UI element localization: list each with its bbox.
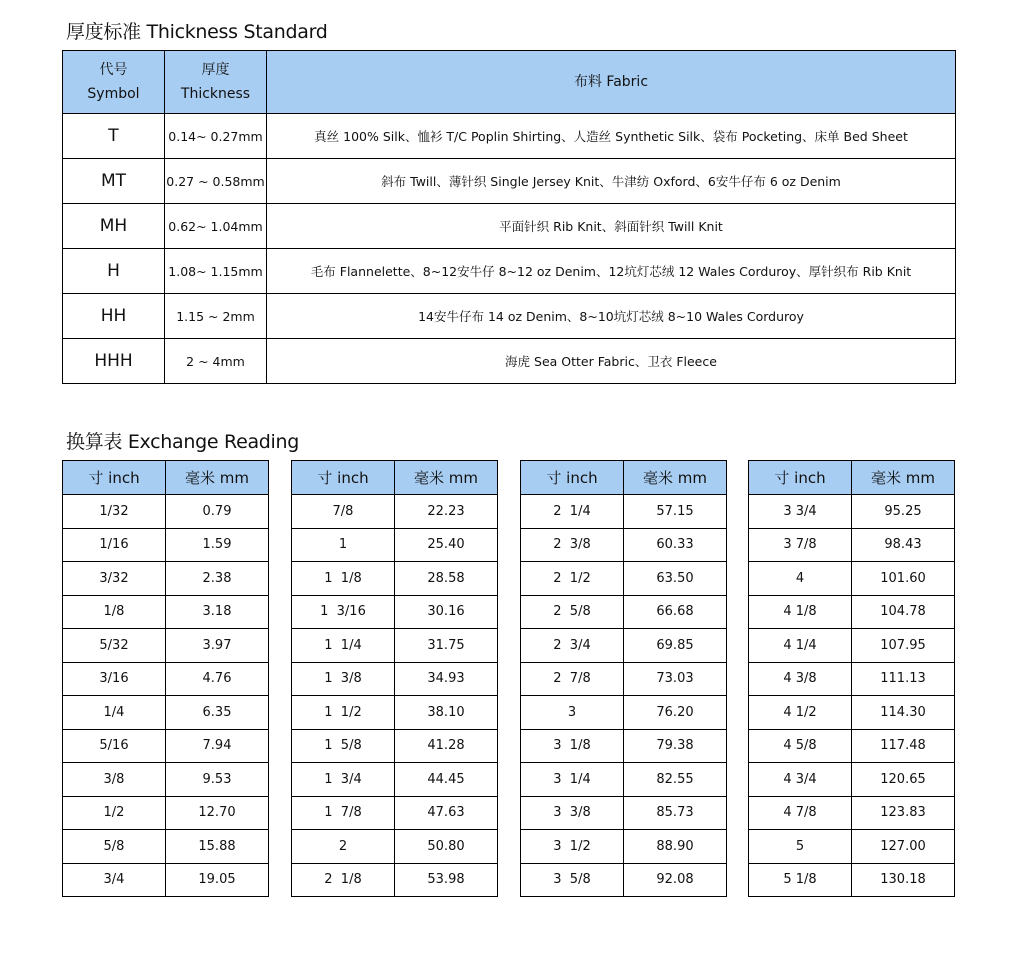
inch-value: 4 3/8	[749, 662, 852, 696]
mm-value: 22.23	[395, 495, 498, 529]
mm-value: 73.03	[624, 662, 727, 696]
exchange-table-1	[62, 460, 269, 897]
inch-value: 1/16	[63, 528, 166, 562]
mm-value: 44.45	[395, 763, 498, 797]
thickness-header	[165, 51, 267, 114]
inch-value: 1/2	[63, 796, 166, 830]
inch-value: 2 1/8	[292, 863, 395, 897]
mm-value: 111.13	[852, 662, 955, 696]
mm-value: 82.55	[624, 763, 727, 797]
inch-value: 3/32	[63, 562, 166, 596]
symbol-header-en: Symbol	[87, 86, 140, 102]
symbol-cell: HHH	[63, 339, 165, 384]
inch-value: 2 5/8	[521, 595, 624, 629]
thickness-cell: 0.14~ 0.27mm	[165, 114, 267, 159]
table-row	[292, 830, 498, 864]
mm-value: 79.38	[624, 729, 727, 763]
inch-value: 7/8	[292, 495, 395, 529]
mm-value: 123.83	[852, 796, 955, 830]
mm-header: 毫米 mm	[852, 461, 955, 495]
mm-value: 41.28	[395, 729, 498, 763]
thickness-header-en: Thickness	[180, 86, 251, 102]
inch-value: 1 1/4	[292, 629, 395, 663]
inch-value: 3 3/8	[521, 796, 624, 830]
mm-value: 9.53	[166, 763, 269, 797]
inch-value: 1 7/8	[292, 796, 395, 830]
table-row	[63, 662, 269, 696]
mm-value: 0.79	[166, 495, 269, 529]
inch-value: 2 3/4	[521, 629, 624, 663]
table-row	[292, 595, 498, 629]
inch-value: 3 7/8	[749, 528, 852, 562]
inch-value: 1 1/8	[292, 562, 395, 596]
symbol-cell: H	[63, 249, 165, 294]
mm-value: 50.80	[395, 830, 498, 864]
table-row	[63, 763, 269, 797]
exchange-table-3	[520, 460, 727, 897]
thickness-cell: 1.15 ~ 2mm	[165, 294, 267, 339]
mm-value: 2.38	[166, 562, 269, 596]
table-row	[521, 863, 727, 897]
mm-value: 47.63	[395, 796, 498, 830]
exchange-table-4	[748, 460, 955, 897]
mm-value: 69.85	[624, 629, 727, 663]
mm-header: 毫米 mm	[166, 461, 269, 495]
mm-value: 98.43	[852, 528, 955, 562]
inch-value: 1 3/8	[292, 662, 395, 696]
mm-value: 63.50	[624, 562, 727, 596]
mm-value: 1.59	[166, 528, 269, 562]
mm-value: 127.00	[852, 830, 955, 864]
mm-value: 31.75	[395, 629, 498, 663]
table-row	[749, 796, 955, 830]
mm-value: 107.95	[852, 629, 955, 663]
mm-value: 25.40	[395, 528, 498, 562]
mm-value: 53.98	[395, 863, 498, 897]
fabric-cell: 斜布 Twill、薄针织 Single Jersey Knit、牛津纺 Oxford、6安牛仔布 6 oz Denim	[267, 159, 956, 204]
table-row	[749, 495, 955, 529]
mm-value: 120.65	[852, 763, 955, 797]
table-row	[749, 729, 955, 763]
table-row	[292, 662, 498, 696]
inch-value: 4 1/8	[749, 595, 852, 629]
inch-value: 2 1/2	[521, 562, 624, 596]
inch-value: 1/4	[63, 696, 166, 730]
inch-value: 5/32	[63, 629, 166, 663]
table-row	[63, 696, 269, 730]
inch-value: 5	[749, 830, 852, 864]
table-row	[63, 159, 956, 204]
table-row	[292, 729, 498, 763]
mm-value: 130.18	[852, 863, 955, 897]
table-row	[63, 339, 956, 384]
mm-header: 毫米 mm	[624, 461, 727, 495]
inch-header: 寸 inch	[292, 461, 395, 495]
fabric-header: 布料 Fabric	[267, 51, 956, 114]
inch-value: 3 5/8	[521, 863, 624, 897]
mm-value: 34.93	[395, 662, 498, 696]
fabric-cell: 毛布 Flannelette、8~12安牛仔 8~12 oz Denim、12坑灯芯绒 12 Wales Corduroy、厚针织布 Rib Knit	[267, 249, 956, 294]
inch-value: 1/32	[63, 495, 166, 529]
inch-value: 1/8	[63, 595, 166, 629]
fabric-cell: 平面针织 Rib Knit、斜面针织 Twill Knit	[267, 204, 956, 249]
thickness-header-row	[63, 51, 956, 114]
inch-value: 4 1/2	[749, 696, 852, 730]
fabric-cell: 14安牛仔布 14 oz Denim、8~10坑灯芯绒 8~10 Wales Corduroy	[267, 294, 956, 339]
inch-header: 寸 inch	[521, 461, 624, 495]
mm-value: 95.25	[852, 495, 955, 529]
exchange-header-row	[292, 461, 498, 495]
exchange-header-row	[521, 461, 727, 495]
table-row	[521, 830, 727, 864]
inch-header: 寸 inch	[749, 461, 852, 495]
inch-value: 1 3/4	[292, 763, 395, 797]
mm-value: 3.97	[166, 629, 269, 663]
symbol-cell: MH	[63, 204, 165, 249]
table-row	[521, 495, 727, 529]
thickness-cell: 1.08~ 1.15mm	[165, 249, 267, 294]
inch-value: 4 5/8	[749, 729, 852, 763]
table-row	[749, 830, 955, 864]
inch-value: 5/8	[63, 830, 166, 864]
inch-value: 4 3/4	[749, 763, 852, 797]
mm-value: 88.90	[624, 830, 727, 864]
table-row	[749, 863, 955, 897]
table-row	[521, 528, 727, 562]
mm-value: 92.08	[624, 863, 727, 897]
inch-value: 3/16	[63, 662, 166, 696]
inch-value: 3 1/8	[521, 729, 624, 763]
table-row	[63, 863, 269, 897]
thickness-standard-table	[62, 50, 956, 384]
table-row	[749, 528, 955, 562]
table-row	[292, 629, 498, 663]
inch-value: 1 3/16	[292, 595, 395, 629]
inch-value: 3 1/2	[521, 830, 624, 864]
mm-value: 6.35	[166, 696, 269, 730]
table-row	[521, 696, 727, 730]
symbol-cell: T	[63, 114, 165, 159]
table-row	[63, 204, 956, 249]
table-row	[63, 595, 269, 629]
mm-value: 117.48	[852, 729, 955, 763]
thickness-cell: 0.27 ~ 0.58mm	[165, 159, 267, 204]
table-row	[521, 763, 727, 797]
exchange-reading-title: 换算表 Exchange Reading	[66, 431, 300, 453]
table-row	[749, 629, 955, 663]
mm-value: 28.58	[395, 562, 498, 596]
inch-value: 1	[292, 528, 395, 562]
inch-value: 3/8	[63, 763, 166, 797]
inch-value: 4	[749, 562, 852, 596]
table-row	[292, 495, 498, 529]
fabric-cell: 海虎 Sea Otter Fabric、卫衣 Fleece	[267, 339, 956, 384]
symbol-cell: MT	[63, 159, 165, 204]
fabric-cell: 真丝 100% Silk、恤衫 T/C Poplin Shirting、人造丝 Synthetic Silk、袋布 Pocketing、床单 Bed Sheet	[267, 114, 956, 159]
exchange-table-2	[291, 460, 498, 897]
table-row	[749, 595, 955, 629]
table-row	[63, 249, 956, 294]
mm-value: 60.33	[624, 528, 727, 562]
table-row	[63, 495, 269, 529]
mm-value: 57.15	[624, 495, 727, 529]
inch-value: 2 3/8	[521, 528, 624, 562]
inch-value: 3 1/4	[521, 763, 624, 797]
table-row	[521, 562, 727, 596]
mm-header: 毫米 mm	[395, 461, 498, 495]
thickness-header-cn: 厚度	[201, 62, 230, 78]
table-row	[63, 796, 269, 830]
exchange-header-row	[63, 461, 269, 495]
table-row	[521, 629, 727, 663]
table-row	[292, 562, 498, 596]
inch-value: 3 3/4	[749, 495, 852, 529]
inch-value: 1 5/8	[292, 729, 395, 763]
table-row	[63, 729, 269, 763]
table-row	[749, 562, 955, 596]
mm-value: 114.30	[852, 696, 955, 730]
table-row	[292, 528, 498, 562]
mm-value: 4.76	[166, 662, 269, 696]
inch-value: 2 7/8	[521, 662, 624, 696]
table-row	[63, 562, 269, 596]
symbol-cell: HH	[63, 294, 165, 339]
mm-value: 19.05	[166, 863, 269, 897]
table-row	[749, 763, 955, 797]
inch-value: 2 1/4	[521, 495, 624, 529]
table-row	[521, 796, 727, 830]
mm-value: 7.94	[166, 729, 269, 763]
mm-value: 101.60	[852, 562, 955, 596]
table-row	[521, 662, 727, 696]
mm-value: 12.70	[166, 796, 269, 830]
mm-value: 3.18	[166, 595, 269, 629]
mm-value: 30.16	[395, 595, 498, 629]
inch-value: 4 7/8	[749, 796, 852, 830]
mm-value: 76.20	[624, 696, 727, 730]
table-row	[521, 595, 727, 629]
inch-value: 1 1/2	[292, 696, 395, 730]
inch-header: 寸 inch	[63, 461, 166, 495]
table-row	[63, 629, 269, 663]
table-row	[63, 294, 956, 339]
symbol-header-cn: 代号	[99, 62, 128, 78]
table-row	[521, 729, 727, 763]
table-row	[63, 528, 269, 562]
symbol-header	[63, 51, 165, 114]
table-row	[292, 696, 498, 730]
table-row	[63, 830, 269, 864]
table-row	[749, 662, 955, 696]
inch-value: 5/16	[63, 729, 166, 763]
mm-value: 66.68	[624, 595, 727, 629]
table-row	[292, 796, 498, 830]
mm-value: 85.73	[624, 796, 727, 830]
table-row	[749, 696, 955, 730]
thickness-cell: 2 ~ 4mm	[165, 339, 267, 384]
thickness-standard-title: 厚度标准 Thickness Standard	[66, 21, 328, 43]
inch-value: 4 1/4	[749, 629, 852, 663]
table-row	[292, 763, 498, 797]
inch-value: 2	[292, 830, 395, 864]
mm-value: 15.88	[166, 830, 269, 864]
exchange-header-row	[749, 461, 955, 495]
mm-value: 104.78	[852, 595, 955, 629]
thickness-cell: 0.62~ 1.04mm	[165, 204, 267, 249]
mm-value: 38.10	[395, 696, 498, 730]
inch-value: 5 1/8	[749, 863, 852, 897]
inch-value: 3/4	[63, 863, 166, 897]
table-row	[63, 114, 956, 159]
table-row	[292, 863, 498, 897]
inch-value: 3	[521, 696, 624, 730]
